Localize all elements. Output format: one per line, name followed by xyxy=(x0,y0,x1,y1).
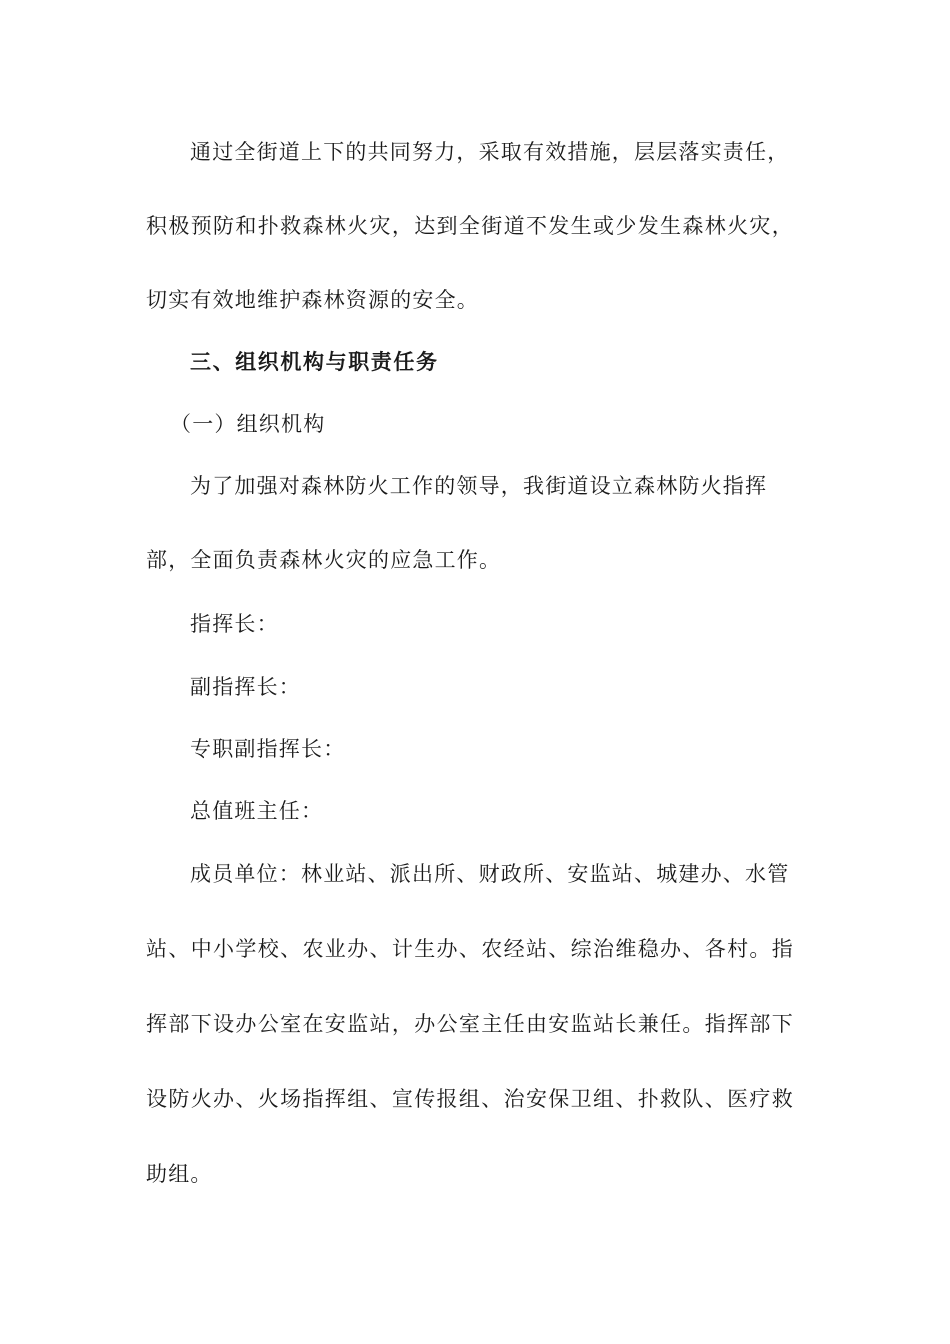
paragraph-2-line-2: 部，全面负责森林火灾的应急工作。 xyxy=(146,548,502,572)
role-deputy-commander: 副指挥长： xyxy=(190,675,301,699)
paragraph-1-line-2: 积极预防和扑救森林火灾，达到全街道不发生或少发生森林火灾， xyxy=(146,214,794,238)
subsection-heading: （一）组织机构 xyxy=(170,412,326,436)
paragraph-1-line-3: 切实有效地维护森林资源的安全。 xyxy=(146,288,479,312)
role-fulltime-deputy-commander: 专职副指挥长： xyxy=(190,737,346,761)
paragraph-3-line-5: 助组。 xyxy=(146,1162,213,1186)
role-commander: 指挥长： xyxy=(190,612,279,636)
paragraph-3-line-2: 站、中小学校、农业办、计生办、农经站、综治维稳办、各村。指 xyxy=(146,937,794,961)
paragraph-3-line-1: 成员单位：林业站、派出所、财政所、安监站、城建办、水管 xyxy=(190,862,790,886)
paragraph-3-line-3: 挥部下设办公室在安监站，办公室主任由安监站长兼任。指挥部下 xyxy=(146,1012,794,1036)
paragraph-3-line-4: 设防火办、火场指挥组、宣传报组、治安保卫组、扑救队、医疗救 xyxy=(146,1087,794,1111)
paragraph-1-line-1: 通过全街道上下的共同努力，采取有效措施，层层落实责任， xyxy=(190,140,790,164)
role-chief-duty-director: 总值班主任： xyxy=(190,799,324,823)
section-heading: 三、组织机构与职责任务 xyxy=(190,349,439,374)
paragraph-2-line-1: 为了加强对森林防火工作的领导，我街道设立森林防火指挥 xyxy=(190,474,768,498)
